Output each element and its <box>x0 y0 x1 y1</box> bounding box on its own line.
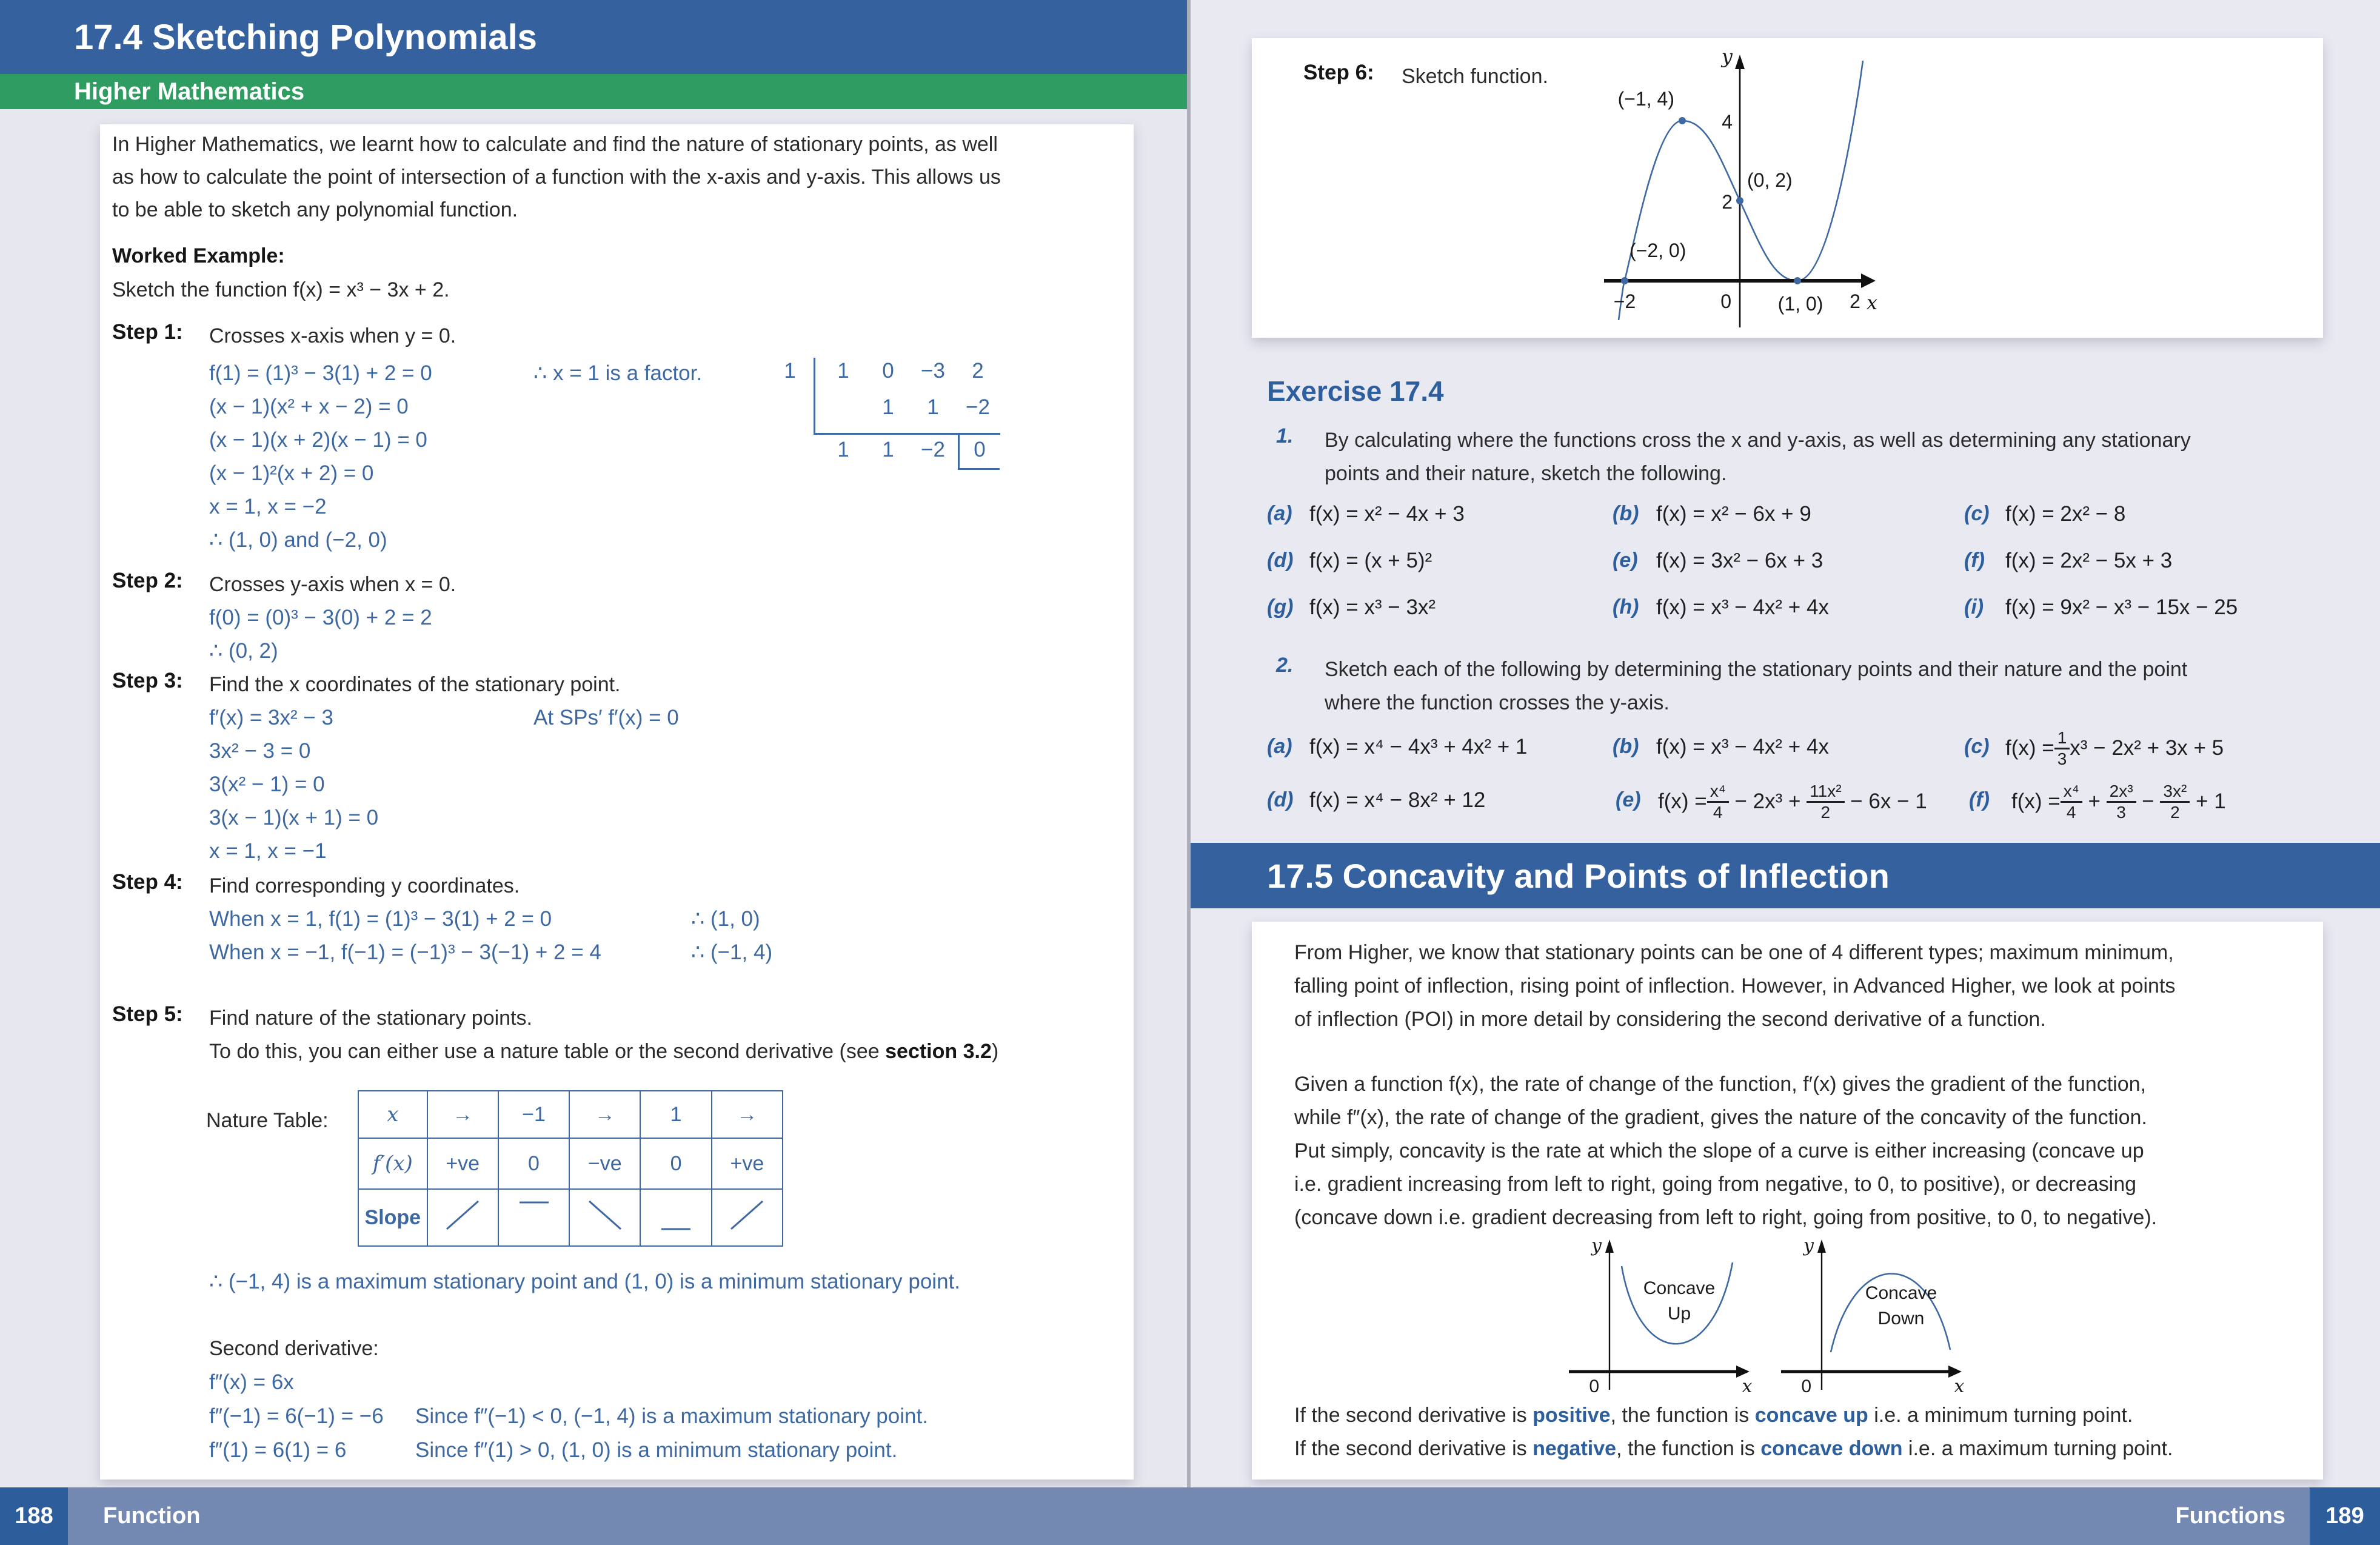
footer-bar <box>0 1487 2380 1545</box>
frac-mid: − 2x³ + <box>1728 789 1807 813</box>
synthetic-remainder: 0 <box>958 434 1000 470</box>
q1-item-formula: f(x) = 2x² − 8 <box>2005 502 2126 526</box>
concavity-rule-negative <box>1294 1433 2173 1464</box>
step1-title: Crosses x-axis when y = 0. <box>209 324 456 347</box>
step5-sub-post: ) <box>991 1040 999 1063</box>
y-axis-label: y <box>1803 1235 1814 1256</box>
q1-item-label: (h) <box>1613 595 1639 618</box>
x-axis-label: x <box>1866 291 1878 314</box>
step1-factor-note: ∴ x = 1 is a factor. <box>533 361 703 385</box>
nature-arrow: → <box>569 1091 640 1138</box>
concave-down-graph <box>1770 1231 1970 1395</box>
x-axis-arrow <box>1861 273 1876 288</box>
rule-text: , the function is <box>1616 1437 1761 1460</box>
step1-line: ∴ (1, 0) and (−2, 0) <box>209 528 387 552</box>
concavity-para2-line: Given a function f(x), the rate of change of the function, f′(x) gives the gradient of the function, <box>1294 1073 2146 1096</box>
synthetic-cell: 1 <box>882 395 894 419</box>
second-derivative-note: Since f″(1) > 0, (1, 0) is a minimum stationary point. <box>415 1438 898 1462</box>
step2-label: Step 2: <box>112 569 183 592</box>
q1-item-formula: f(x) = (x + 5)² <box>1309 549 1432 572</box>
q1-item-formula: f(x) = x² − 6x + 9 <box>1656 502 1811 526</box>
slope-up-icon <box>712 1189 783 1246</box>
y-axis-arrow <box>1605 1239 1614 1253</box>
fraction-denominator: 4 <box>1713 802 1723 822</box>
synthetic-cell: −2 <box>966 395 990 419</box>
frac-prefix: f(x) = <box>1658 789 1707 813</box>
intro-line: In Higher Mathematics, we learnt how to calculate and find the nature of stationary points, as well <box>112 133 998 156</box>
q2-item-formula: f(x) = x³ − 4x² + 4x <box>1656 735 1829 759</box>
concave-down-label-line1: Concave <box>1865 1283 1937 1303</box>
chapter-label: Function <box>103 1503 201 1529</box>
intro-line: as how to calculate the point of intersection of a function with the x-axis and y-axis. This allows us <box>112 166 1001 189</box>
section-header-17-4 <box>0 0 1187 74</box>
rule-text: If the second derivative is <box>1294 1404 1533 1427</box>
fraction <box>2107 782 2136 822</box>
fraction <box>2160 782 2190 822</box>
frac-mid: − <box>2136 789 2161 813</box>
slope-flat-top-icon <box>498 1189 569 1246</box>
nature-x: x <box>387 1102 399 1127</box>
nature-sign: +ve <box>427 1138 498 1189</box>
tick-y-4: 4 <box>1722 111 1733 133</box>
origin-label: 0 <box>1801 1376 1811 1395</box>
label-point-left: (−2, 0) <box>1630 240 1686 261</box>
worked-example-intro: Sketch the function f(x) = x³ − 3x + 2. <box>112 278 450 301</box>
q2-item-label: (a) <box>1267 735 1292 758</box>
fraction-denominator: 2 <box>1820 802 1831 822</box>
q2-item-formula-frac <box>1658 768 1927 836</box>
cubic-sketch-graph <box>1588 42 1928 333</box>
point-1-0 <box>1794 277 1801 284</box>
synthetic-division <box>770 358 1000 473</box>
q2-item-label: (e) <box>1616 788 1641 811</box>
q1-item-formula: f(x) = 2x² − 5x + 3 <box>2005 549 2173 572</box>
origin-label: 0 <box>1589 1376 1599 1395</box>
concave-up-graph <box>1558 1231 1758 1395</box>
nature-slope-label: Slope <box>358 1189 427 1246</box>
step4-line: When x = −1, f(−1) = (−1)³ − 3(−1) + 2 = 4 <box>209 940 601 964</box>
tick-y-2: 2 <box>1722 191 1733 213</box>
section-header-17-5 <box>1191 843 2380 908</box>
step1-line: f(1) = (1)³ − 3(1) + 2 = 0 <box>209 361 432 385</box>
step5-sub-pre: To do this, you can either use a nature table or the second derivative (see <box>209 1040 886 1063</box>
q1-item-formula: f(x) = x² − 4x + 3 <box>1309 502 1465 526</box>
synthetic-divisor: 1 <box>784 359 796 383</box>
label-point-max: (−1, 4) <box>1617 88 1674 110</box>
step3-line: 3(x² − 1) = 0 <box>209 772 325 796</box>
y-axis-arrow <box>1735 55 1745 69</box>
section-title: 17.4 Sketching Polynomials <box>74 17 537 57</box>
step2-line: f(0) = (0)³ − 3(0) + 2 = 2 <box>209 606 432 629</box>
synthetic-cell: 1 <box>837 438 849 461</box>
step6-label: Step 6: <box>1303 61 1374 84</box>
slope-flat-bottom-icon <box>640 1189 711 1246</box>
chapter-label: Functions <box>2175 1503 2285 1529</box>
fraction-denominator: 2 <box>2170 802 2180 822</box>
frac-mid: + <box>2082 789 2107 813</box>
fraction-denominator: 3 <box>2057 749 2067 768</box>
fraction-numerator: 2x³ <box>2107 782 2136 802</box>
step3-at-sps: At SPs′ f′(x) = 0 <box>533 706 679 729</box>
q1-item-label: (i) <box>1964 595 1984 618</box>
q1-text-line: points and their nature, sketch the following. <box>1325 462 1727 485</box>
nature-sign: −ve <box>569 1138 640 1189</box>
q2-item-label: (c) <box>1964 735 1990 758</box>
frac-suffix: + 1 <box>2190 789 2226 813</box>
point-minus1-4 <box>1679 117 1686 124</box>
step1-line: x = 1, x = −2 <box>209 495 327 518</box>
fraction-numerator: x⁴ <box>1707 782 1729 802</box>
q1-item-label: (b) <box>1613 502 1639 525</box>
synthetic-cell: 1 <box>927 395 939 419</box>
q2-item-label: (d) <box>1267 788 1294 811</box>
synthetic-cell: −3 <box>921 359 945 383</box>
rule-text: If the second derivative is <box>1294 1437 1533 1460</box>
rule-text: , the function is <box>1610 1404 1755 1427</box>
q1-item-label: (d) <box>1267 549 1294 572</box>
step5-subtitle <box>209 1036 998 1067</box>
step5-label: Step 5: <box>112 1002 183 1026</box>
footer-page-number-left <box>0 1487 68 1545</box>
q2-item-formula-frac <box>2011 768 2226 836</box>
fraction-denominator: 4 <box>2066 802 2076 822</box>
concavity-para2-line: i.e. gradient increasing from left to right, going from negative, to 0, to positive), or decreasing <box>1294 1173 2137 1196</box>
frac-prefix: f(x) = <box>2005 736 2054 760</box>
label-point-yint: (0, 2) <box>1747 169 1793 191</box>
second-derivative-line: f″(x) = 6x <box>209 1370 294 1394</box>
synthetic-cell: 1 <box>837 359 849 383</box>
label-point-min: (1, 0) <box>1777 293 1823 315</box>
step3-label: Step 3: <box>112 669 183 692</box>
synthetic-cell: −2 <box>921 438 945 461</box>
footer-chapter-left <box>103 1487 200 1545</box>
step3-line: f′(x) = 3x² − 3 <box>209 706 333 729</box>
rule-bold: negative <box>1533 1437 1617 1460</box>
concavity-para1-line: falling point of inflection, rising point of inflection. However, in Advanced Higher, we look at points <box>1294 974 2176 997</box>
q2-item-formula: f(x) = x⁴ − 8x² + 12 <box>1309 788 1486 812</box>
step4-result: ∴ (−1, 4) <box>691 940 773 964</box>
second-derivative-label: Second derivative: <box>209 1337 379 1360</box>
worked-example-label: Worked Example: <box>112 244 285 267</box>
q1-item-label: (a) <box>1267 502 1292 525</box>
q1-item-formula: f(x) = 3x² − 6x + 3 <box>1656 549 1823 572</box>
q1-item-label: (e) <box>1613 549 1638 572</box>
step1-line: (x − 1)(x² + x − 2) = 0 <box>209 395 409 418</box>
second-derivative-line: f″(1) = 6(1) = 6 <box>209 1438 347 1462</box>
course-banner-label: Higher Mathematics <box>74 78 305 105</box>
tick-x-minus2: −2 <box>1613 290 1636 312</box>
fraction <box>2061 782 2082 822</box>
nature-sign: +ve <box>712 1138 783 1189</box>
fraction <box>1807 782 1844 822</box>
nature-sign: 0 <box>640 1138 711 1189</box>
step1-line: (x − 1)²(x + 2) = 0 <box>209 461 374 485</box>
fraction <box>1707 782 1729 822</box>
step2-line: ∴ (0, 2) <box>209 639 278 663</box>
q2-item-label: (f) <box>1969 788 1990 811</box>
q1-number: 1. <box>1276 424 1294 447</box>
step5-sub-ref: section 3.2 <box>885 1040 992 1063</box>
step2-title: Crosses y-axis when x = 0. <box>209 573 456 596</box>
step1-line: (x − 1)(x + 2)(x − 1) = 0 <box>209 428 427 452</box>
q1-item-formula: f(x) = x³ − 3x² <box>1309 595 1436 619</box>
step3-title: Find the x coordinates of the stationary point. <box>209 673 621 696</box>
rule-bold: positive <box>1533 1404 1611 1427</box>
course-banner <box>0 74 1187 109</box>
y-axis-label: y <box>1591 1235 1602 1256</box>
frac-suffix: x³ − 2x² + 3x + 5 <box>2070 736 2224 760</box>
nature-val: 1 <box>640 1091 711 1138</box>
footer-page-number-right <box>2310 1487 2380 1545</box>
concavity-para1-line: From Higher, we know that stationary points can be one of 4 different types; maximum minimum, <box>1294 941 2174 964</box>
rule-bold: concave up <box>1754 1404 1868 1427</box>
rule-bold: concave down <box>1760 1437 1903 1460</box>
page-number: 188 <box>15 1503 53 1529</box>
concave-up-label-line1: Concave <box>1643 1278 1716 1298</box>
footer-chapter-right <box>2104 1487 2285 1545</box>
fraction <box>2054 728 2070 768</box>
synthetic-cell: 0 <box>882 359 894 383</box>
tick-x-0: 0 <box>1720 290 1731 312</box>
fraction-numerator: 3x² <box>2160 782 2190 802</box>
fraction-numerator: 11x² <box>1807 782 1844 802</box>
concavity-para2-line: (concave down i.e. gradient decreasing from left to right, going from positive, to 0, to negative). <box>1294 1206 2158 1229</box>
q2-text-line: where the function crosses the y-axis. <box>1325 691 1670 714</box>
fraction-denominator: 3 <box>2116 802 2126 822</box>
q1-item-label: (c) <box>1964 502 1990 525</box>
step4-result: ∴ (1, 0) <box>691 907 760 931</box>
fraction-numerator: x⁴ <box>2061 782 2082 802</box>
nature-table <box>358 1090 783 1247</box>
frac-suffix: − 6x − 1 <box>1844 789 1927 813</box>
q2-number: 2. <box>1276 654 1294 677</box>
q1-item-label: (f) <box>1964 549 1985 572</box>
section-title: 17.5 Concavity and Points of Inflection <box>1267 856 1890 895</box>
synthetic-cell: 1 <box>882 438 894 461</box>
nature-arrow: → <box>427 1091 498 1138</box>
point-0-2 <box>1736 197 1743 204</box>
step6-title: Sketch function. <box>1402 65 1548 88</box>
x-axis-label: x <box>1954 1376 1965 1395</box>
second-derivative-line: f″(−1) = 6(−1) = −6 <box>209 1404 384 1428</box>
step3-line: 3x² − 3 = 0 <box>209 739 311 763</box>
step4-line: When x = 1, f(1) = (1)³ − 3(1) + 2 = 0 <box>209 907 552 931</box>
rule-text: i.e. a minimum turning point. <box>1868 1404 2133 1427</box>
intro-line: to be able to sketch any polynomial function. <box>112 198 518 221</box>
step3-line: x = 1, x = −1 <box>209 839 327 863</box>
step3-line: 3(x − 1)(x + 1) = 0 <box>209 806 379 829</box>
nature-table-label: Nature Table: <box>206 1109 329 1132</box>
rule-text: i.e. a maximum turning point. <box>1902 1437 2173 1460</box>
synthetic-vline <box>814 358 815 434</box>
y-axis-arrow <box>1817 1239 1826 1253</box>
concave-down-label-line2: Down <box>1877 1309 1925 1329</box>
y-axis-label: y <box>1721 45 1733 68</box>
q1-item-formula: f(x) = x³ − 4x² + 4x <box>1656 595 1829 619</box>
q1-text-line: By calculating where the functions cross the x and y-axis, as well as determining any stationary <box>1325 429 2191 452</box>
second-derivative-note: Since f″(−1) < 0, (−1, 4) is a maximum stationary point. <box>415 1404 928 1428</box>
q2-item-label: (b) <box>1613 735 1639 758</box>
slope-up-icon <box>427 1189 498 1246</box>
synthetic-cell: 2 <box>972 359 984 383</box>
nature-sign: 0 <box>498 1138 569 1189</box>
q1-item-label: (g) <box>1267 595 1294 618</box>
fraction-numerator: 1 <box>2054 728 2070 749</box>
tick-x-2: 2 <box>1850 290 1860 312</box>
step5-title: Find nature of the stationary points. <box>209 1007 532 1030</box>
nature-fprime: f′(x) <box>372 1151 413 1176</box>
step5-conclusion: ∴ (−1, 4) is a maximum stationary point and (1, 0) is a minimum stationary point. <box>209 1270 960 1293</box>
concavity-para2-line: Put simply, concavity is the rate at which the slope of a curve is either increasing (concave up <box>1294 1139 2144 1162</box>
concavity-para2-line: while f″(x), the rate of change of the gradient, gives the nature of the concavity of the function. <box>1294 1106 2147 1129</box>
exercise-title: Exercise 17.4 <box>1267 375 1444 407</box>
concavity-para1-line: of inflection (POI) in more detail by considering the second derivative of a function. <box>1294 1008 2046 1031</box>
q1-item-formula: f(x) = 9x² − x³ − 15x − 25 <box>2005 595 2238 619</box>
step1-label: Step 1: <box>112 320 183 344</box>
frac-prefix: f(x) = <box>2011 789 2061 813</box>
q2-text-line: Sketch each of the following by determining the stationary points and their nature and the point <box>1325 658 2188 681</box>
step4-label: Step 4: <box>112 870 183 894</box>
slope-down-icon <box>569 1189 640 1246</box>
concavity-rule-positive <box>1294 1399 2133 1431</box>
page-number: 189 <box>2325 1503 2364 1529</box>
nature-arrow: → <box>712 1091 783 1138</box>
concave-up-label-line2: Up <box>1667 1304 1691 1324</box>
q2-item-formula: f(x) = x⁴ − 4x³ + 4x² + 1 <box>1309 735 1528 759</box>
x-axis-label: x <box>1742 1376 1753 1395</box>
nature-val: −1 <box>498 1091 569 1138</box>
point-minus2-0 <box>1621 277 1628 284</box>
step4-title: Find corresponding y coordinates. <box>209 874 520 897</box>
